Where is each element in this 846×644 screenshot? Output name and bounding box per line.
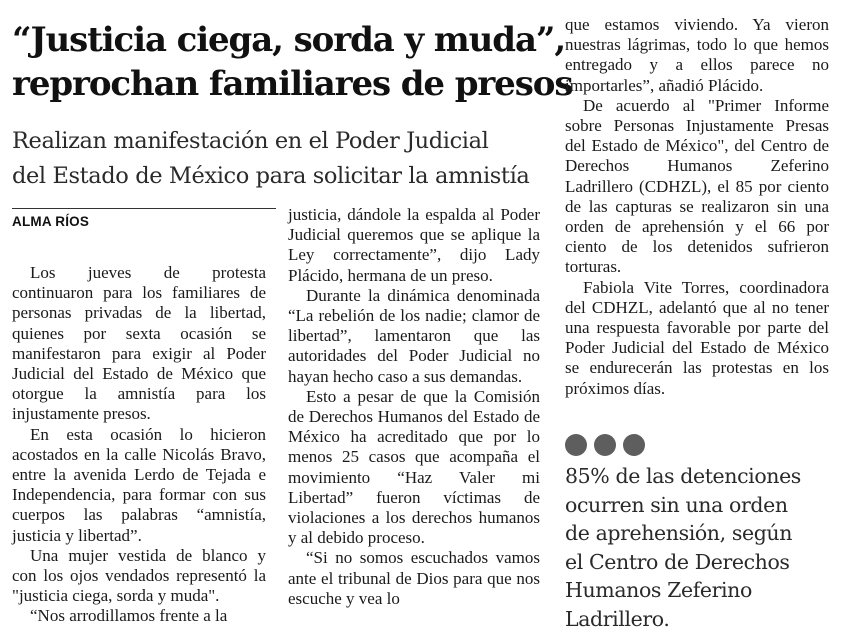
dot-icon — [565, 434, 587, 456]
dot-icon — [623, 434, 645, 456]
paragraph: Una mujer vestida de blanco y con los ojos vendados representó la "justicia ciega, sorda y muda". — [12, 545, 266, 606]
headline-line: “Justicia ciega, sorda y muda”, — [12, 20, 566, 60]
pull-quote-line: Ladrillero. — [565, 606, 670, 631]
paragraph: Fabiola Vite Torres, coordinadora del CDHZL, adelantó que al no tener una respuesta favorable por parte del Poder Judicial del Estado de México se endurecerán las protestas en los próximos días. — [565, 277, 829, 398]
subheadline-line: del Estado de México para solicitar la amnistía — [12, 163, 530, 189]
pull-quote-line: de aprehensión, según — [565, 521, 793, 545]
paragraph: “Si no somos escuchados vamos ante el tribunal de Dios para que nos escuche y vea lo — [288, 548, 540, 608]
article-column-1 — [12, 263, 266, 627]
paragraph: En esta ocasión lo hicieron acostados en la calle Nicolás Bravo, entre la avenida Lerdo de Tejada e Independencia, para formar con sus cuerpos las palabras “amnistía, justicia y libertad”. — [12, 424, 266, 545]
paragraph: que estamos viviendo. Ya vieron nuestras lágrimas, todo lo que hemos entregado y a ellos parece no importarles”, añadió Plácido. — [565, 15, 829, 95]
paragraph: Durante la dinámica denominada “La rebelión de los nadie; clamor de libertad”, lamentaron que las autoridades del Poder Judicial no hayan hecho caso a sus demandas. — [288, 285, 540, 386]
paragraph: “Nos arrodillamos frente a la — [30, 606, 228, 626]
paragraph: justicia, dándole la espalda al Poder Judicial queremos que se aplique la Ley correctamente”, dijo Lady Plácido, hermana de un preso. — [288, 205, 540, 285]
dot-icon — [594, 434, 616, 456]
callout-dots-icon — [565, 434, 652, 458]
headline-line: reprochan familiares de presos — [12, 64, 573, 104]
subheadline — [12, 124, 542, 194]
pull-quote-line: 85% de las detenciones — [565, 464, 801, 488]
pull-quote-line: el Centro de Derechos — [565, 549, 790, 574]
subheadline-line: Realizan manifestación en el Poder Judicial — [12, 128, 489, 154]
article-column-2 — [288, 205, 540, 609]
pull-quote — [565, 462, 835, 633]
byline-divider — [12, 208, 276, 209]
pull-quote-line: ocurren sin una orden — [565, 492, 788, 517]
pull-quote-line: Humanos Zeferino — [565, 578, 752, 602]
paragraph: Esto a pesar de que la Comisión de Derechos Humanos del Estado de México ha acreditado que por lo menos 25 casos que acompaña el movimiento “Haz Valer mi Libertad” fueron víctimas de violaciones a los derechos humanos y al debido proceso. — [288, 386, 540, 548]
paragraph: Los jueves de protesta continuaron para los familiares de personas privadas de la libertad, quienes por sexta ocasión se manifestaron para exigir al Poder Judicial del Estado de México que otorgue la amnistía para los injustamente presos. — [12, 263, 266, 424]
paragraph: De acuerdo al "Primer Informe sobre Personas Injustamente Presas del Estado de México", del Centro de Derechos Humanos Zeferino Ladrillero (CDHZL), el 85 por ciento de las capturas se realizaron sin una orden de aprehensión y el 66 por ciento de los detenidos sufrieron torturas. — [565, 95, 829, 277]
article-column-3 — [565, 15, 829, 399]
headline — [12, 18, 573, 106]
byline: ALMA RÍOS — [12, 214, 90, 229]
